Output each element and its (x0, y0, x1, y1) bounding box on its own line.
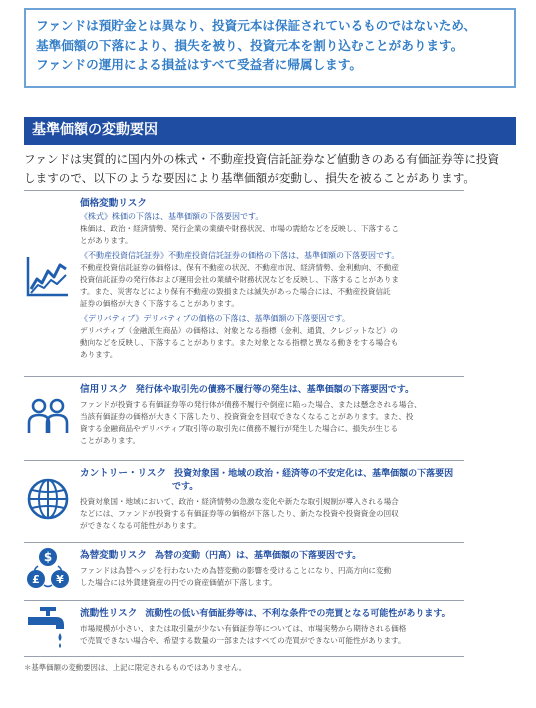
risk-text: ファンドは為替ヘッジを行わないため為替変動の影響を受けることになり、円高方向に変動 した場合には外貨建資産の円での資産価値が下落します。 (80, 566, 392, 587)
risk-subheading: 《デリバティブ》デリバティブの価格の下落は、基準価額の下落要因です。 (80, 314, 350, 323)
risk-title: 為替変動リスク 為替の変動（円高）は、基準価額の下落要因です。 (80, 550, 362, 561)
notice-line: 基準価額の下落により、損失を被り、投資元本を割り込むことがあります。 (36, 37, 464, 53)
intro-line: ファンドは実質的に国内外の株式・不動産投資信託証券など値動きのある有価証券等に投資 (24, 152, 500, 166)
faucet-icon (26, 605, 70, 649)
risk-title-cont: です。 (172, 482, 199, 492)
risk-text: 市場規模が小さい、または取引量が少ない有価証券等については、市場実勢から期待される価格 で売買できない場合や、希望する数量の一部またはすべての売買ができない可能性があります。 (80, 624, 407, 645)
risk-liquidity (24, 600, 464, 656)
intro-line: しますので、以下のような要因により基準価額が変動し、損失を被ることがあります。 (24, 171, 475, 185)
section-title: 基準価額の変動要因 (24, 117, 516, 143)
svg-text:£: £ (32, 573, 40, 586)
people-icon (26, 395, 70, 439)
risk-credit (24, 376, 464, 458)
bottom-divider (24, 656, 464, 657)
risk-text: 投資対象国・地域において、政治・経済情勢の急激な変化や新たな取引規制が導入される場合 などには、ファンドが投資する有価証券等の価格が下落したり、新たな投資や投資資金の回収 ができなくなる可能性があります。 (80, 497, 399, 530)
risk-text: ファンドが投資する有価証券等の発行体が債務不履行や倒産に陥った場合、または懸念される場合、 当該有価証券の価格が大きく下落したり、投資資金を回収できなくなることがあります。また、投 資する金融商品やデリバティブ取引等の取引先に債務不履行が発生した場合に、損失が生じる ことがあります。 (80, 400, 422, 445)
risk-title: 価格変動リスク (80, 198, 147, 209)
risk-price (24, 190, 464, 374)
risk-text: デリバティブ（金融派生商品）の価格は、対象となる指標（金利、通貨、クレジットなど）の 動向などを反映し、下落することがあります。また対象となる指標と異なる動きをする場合も あります。 (80, 326, 399, 359)
footnote: ＊基準価額の変動要因は、上記に限定されるものではありません。 (24, 663, 247, 672)
svg-text:¥: ¥ (56, 573, 64, 586)
risk-text: 株価は、政治・経済情勢、発行企業の業績や財務状況、市場の需給などを反映し、下落するこ とがあります。 (80, 224, 399, 245)
risk-title: 信用リスク 発行体や取引先の債務不履行等の発生は、基準価額の下落要因です。 (80, 384, 415, 395)
risk-subheading: 《株式》株価の下落は、基準価額の下落要因です。 (80, 212, 264, 221)
notice-box (24, 8, 516, 88)
risk-text: 不動産投資信託証券の価格は、保有不動産の状況、不動産市況、経済情勢、金利動向、不動産 投資信託証券の発行体および運用会社の業績や財務状況などを反映し、下落することがありま す。また、災害などにより保有不動産の毀損または滅失があった場合には、不動産投資信託 証券の価格が大きく下落することがあります。 (80, 263, 399, 308)
intro-paragraph (24, 150, 516, 188)
risk-subheading: 《不動産投資信託証券》不動産投資信託証券の価格の下落は、基準価額の下落要因です。 (80, 251, 400, 260)
svg-text:$: $ (43, 550, 53, 564)
notice-line: ファンドは預貯金とは異なり、投資元本は保証されているものではないため、 (36, 18, 477, 33)
notice-line: ファンドの運用による損益はすべて受益者に帰属します。 (36, 57, 362, 72)
line-chart-icon (26, 253, 70, 297)
risk-fx (24, 542, 464, 598)
risk-country (24, 460, 464, 540)
globe-icon (26, 477, 70, 521)
risk-title: カントリー・リスク 投資対象国・地域の政治・経済等の不安定化は、基準価額の下落要因 (80, 468, 454, 479)
currency-icon (26, 547, 70, 591)
risk-title: 流動性リスク 流動性の低い有価証券等は、不利な条件での売買となる可能性があります。 (80, 608, 451, 619)
section-divider (24, 143, 516, 145)
